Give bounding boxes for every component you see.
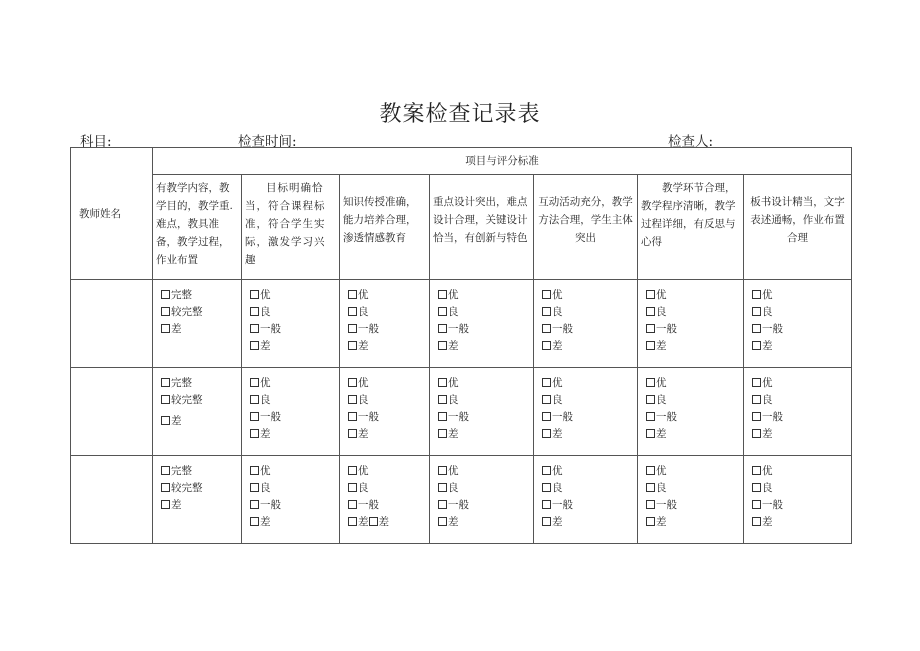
option-good[interactable]: 良 [646, 480, 743, 497]
option-good[interactable]: 良 [646, 392, 743, 409]
checkbox-icon [646, 517, 655, 526]
table-row [71, 456, 852, 544]
inspection-table [70, 147, 852, 544]
rating-options [744, 368, 852, 456]
option-average[interactable]: 一般 [646, 497, 743, 514]
rating-options [534, 368, 638, 456]
table-row [71, 368, 852, 456]
checkbox-icon [250, 290, 259, 299]
option-good[interactable]: 良 [646, 304, 743, 321]
option-excellent[interactable]: 优 [542, 463, 637, 480]
checkbox-icon [348, 517, 357, 526]
rating-options [340, 368, 430, 456]
criteria-2 [242, 175, 340, 280]
checkbox-icon [542, 395, 551, 404]
checkbox-icon [250, 483, 259, 492]
option-good[interactable]: 良 [250, 480, 339, 497]
checkbox-icon [752, 290, 761, 299]
criteria-text: 知识传授准确，能力培养合理，渗透情感教育 [343, 196, 417, 244]
rating-options [534, 456, 638, 544]
checkbox-icon [161, 416, 170, 425]
teacher-name-header: 教师姓名 [71, 148, 153, 280]
criteria-6 [638, 175, 744, 280]
option-poor[interactable]: 差 [542, 338, 637, 355]
checkbox-icon [438, 483, 447, 492]
checkbox-icon [646, 483, 655, 492]
option-poor[interactable]: 差 [348, 338, 429, 355]
option-average[interactable]: 一般 [542, 321, 637, 338]
rating-options [242, 280, 340, 368]
option-mostly-complete[interactable]: 较完整 [161, 480, 241, 497]
option-excellent[interactable]: 优 [348, 287, 429, 304]
option-poor[interactable]: 差 [250, 426, 339, 443]
teacher-name-cell[interactable] [71, 280, 153, 368]
checkbox-icon [646, 307, 655, 316]
option-average[interactable]: 一般 [250, 497, 339, 514]
checkbox-icon [752, 307, 761, 316]
option-excellent[interactable]: 优 [438, 463, 533, 480]
option-average[interactable]: 一般 [348, 497, 429, 514]
rating-options [430, 368, 534, 456]
option-average[interactable]: 一般 [752, 409, 851, 426]
checkbox-icon [369, 517, 378, 526]
checkbox-icon [161, 500, 170, 509]
checkbox-icon [542, 466, 551, 475]
option-excellent[interactable]: 优 [752, 463, 851, 480]
option-good[interactable]: 良 [752, 304, 851, 321]
option-excellent[interactable]: 优 [250, 463, 339, 480]
checkbox-icon [438, 429, 447, 438]
completeness-options [153, 456, 242, 544]
option-good[interactable]: 良 [438, 304, 533, 321]
checkbox-icon [542, 500, 551, 509]
option-average[interactable]: 一般 [752, 321, 851, 338]
option-good[interactable]: 良 [348, 392, 429, 409]
checkbox-icon [646, 290, 655, 299]
option-average[interactable]: 一般 [542, 497, 637, 514]
checkbox-icon [250, 429, 259, 438]
option-complete[interactable]: 完整 [161, 463, 241, 480]
checkbox-icon [250, 324, 259, 333]
rating-options [242, 456, 340, 544]
checkbox-icon [438, 341, 447, 350]
checkbox-icon [438, 324, 447, 333]
checkbox-icon [161, 483, 170, 492]
checkbox-icon [438, 378, 447, 387]
option-good[interactable]: 良 [438, 480, 533, 497]
checkbox-icon [542, 290, 551, 299]
checkbox-icon [348, 324, 357, 333]
rating-options [744, 456, 852, 544]
option-excellent[interactable]: 优 [752, 375, 851, 392]
option-good[interactable]: 良 [542, 392, 637, 409]
option-poor[interactable]: 差 [646, 514, 743, 531]
option-good[interactable]: 良 [752, 392, 851, 409]
completeness-options [153, 280, 242, 368]
rating-options [638, 368, 744, 456]
checkbox-icon [348, 412, 357, 421]
option-good[interactable]: 良 [542, 304, 637, 321]
checkbox-icon [438, 290, 447, 299]
option-average[interactable]: 一般 [438, 497, 533, 514]
table-row [71, 280, 852, 368]
check-time-label: 检查时间: [238, 134, 297, 150]
option-poor[interactable]: 差 [250, 338, 339, 355]
rating-options [340, 456, 430, 544]
criteria-text: 板书设计精当，文字表述通畅，作业布置合理 [750, 196, 845, 244]
option-poor[interactable]: 差 [646, 426, 743, 443]
checkbox-icon [542, 324, 551, 333]
checkbox-icon [542, 341, 551, 350]
checkbox-icon [646, 412, 655, 421]
option-excellent[interactable]: 优 [646, 463, 743, 480]
rating-options [744, 280, 852, 368]
option-good[interactable]: 良 [438, 392, 533, 409]
checkbox-icon [646, 341, 655, 350]
option-poor[interactable]: 差 [161, 497, 241, 514]
option-good[interactable]: 良 [348, 480, 429, 497]
option-poor[interactable]: 差 [752, 426, 851, 443]
checkbox-icon [250, 500, 259, 509]
option-excellent[interactable]: 优 [250, 287, 339, 304]
option-mostly-complete[interactable]: 较完整 [161, 392, 241, 409]
option-excellent[interactable]: 优 [646, 375, 743, 392]
option-poor[interactable]: 差 [646, 338, 743, 355]
option-excellent[interactable]: 优 [542, 287, 637, 304]
option-poor[interactable]: 差 [250, 514, 339, 531]
option-poor[interactable]: 差 [542, 514, 637, 531]
rating-options [534, 280, 638, 368]
checkbox-icon [646, 324, 655, 333]
teacher-name-cell[interactable] [71, 368, 153, 456]
checkbox-icon [752, 324, 761, 333]
checkbox-icon [161, 466, 170, 475]
checkbox-icon [646, 429, 655, 438]
checkbox-icon [752, 378, 761, 387]
subject-label: 科目: [80, 134, 112, 150]
checkbox-icon [752, 429, 761, 438]
checkbox-icon [161, 324, 170, 333]
checkbox-icon [250, 307, 259, 316]
checkbox-icon [752, 483, 761, 492]
option-average[interactable]: 一般 [646, 409, 743, 426]
option-average[interactable]: 一般 [348, 409, 429, 426]
checkbox-icon [250, 412, 259, 421]
option-poor[interactable]: 差 [752, 514, 851, 531]
rating-options [340, 280, 430, 368]
option-complete[interactable]: 完整 [161, 375, 241, 392]
option-good[interactable]: 良 [250, 392, 339, 409]
option-poor[interactable]: 差 [438, 514, 533, 531]
checkbox-icon [348, 290, 357, 299]
option-average[interactable]: 一般 [348, 321, 429, 338]
criteria-text: 互动活动充分，教学方法合理，学生主体突出 [538, 196, 633, 244]
document-title: 教案检查记录表 [379, 102, 541, 127]
checkbox-icon [438, 395, 447, 404]
option-excellent[interactable]: 优 [348, 375, 429, 392]
option-excellent[interactable]: 优 [752, 287, 851, 304]
option-good[interactable]: 良 [752, 480, 851, 497]
criteria-5 [534, 175, 638, 280]
checkbox-icon [542, 378, 551, 387]
option-poor[interactable]: 差 [161, 413, 241, 430]
option-average[interactable]: 一般 [752, 497, 851, 514]
checkbox-icon [161, 395, 170, 404]
option-average[interactable]: 一般 [438, 409, 533, 426]
checkbox-icon [438, 500, 447, 509]
option-excellent[interactable]: 优 [542, 375, 637, 392]
criteria-text: 有教学内容，教学目的，教学重.难点，教具准备，教学过程，作业布置 [156, 182, 233, 266]
option-average[interactable]: 一般 [250, 409, 339, 426]
option-average[interactable]: 一般 [646, 321, 743, 338]
checkbox-icon [348, 483, 357, 492]
rating-options [430, 280, 534, 368]
criteria-4 [430, 175, 534, 280]
checkbox-icon [438, 412, 447, 421]
checkbox-icon [438, 466, 447, 475]
checkbox-icon [752, 500, 761, 509]
option-poor[interactable]: 差 [161, 321, 241, 338]
criteria-text: 目标明确恰当，符合课程标准，符合学生实际，激发学习兴趣 [245, 182, 326, 266]
option-good[interactable]: 良 [542, 480, 637, 497]
option-poor[interactable]: 差 [438, 338, 533, 355]
checkbox-icon [348, 429, 357, 438]
checkbox-icon [161, 378, 170, 387]
checkbox-icon [161, 290, 170, 299]
option-excellent[interactable]: 优 [438, 287, 533, 304]
option-average[interactable]: 一般 [542, 409, 637, 426]
checkbox-icon [542, 307, 551, 316]
checkbox-icon [646, 378, 655, 387]
option-mostly-complete[interactable]: 较完整 [161, 304, 241, 321]
option-poor[interactable]: 差 [752, 338, 851, 355]
checkbox-icon [752, 395, 761, 404]
checkbox-icon [250, 517, 259, 526]
option-complete[interactable]: 完整 [161, 287, 241, 304]
criteria-7 [744, 175, 852, 280]
rating-options [638, 456, 744, 544]
option-poor[interactable]: 差 [542, 426, 637, 443]
checkbox-icon [348, 341, 357, 350]
checkbox-icon [348, 378, 357, 387]
criteria-text: 重点设计突出，难点设计合理，关键设计恰当，有创新与特色 [433, 196, 528, 244]
checkbox-icon [438, 517, 447, 526]
checkbox-icon [646, 500, 655, 509]
checkbox-icon [161, 307, 170, 316]
checkbox-icon [646, 395, 655, 404]
option-good[interactable]: 良 [348, 304, 429, 321]
checkbox-icon [250, 466, 259, 475]
option-poor[interactable]: 差 [348, 426, 429, 443]
checkbox-icon [646, 466, 655, 475]
checkbox-icon [348, 466, 357, 475]
rating-options [430, 456, 534, 544]
completeness-options [153, 368, 242, 456]
option-average[interactable]: 一般 [438, 321, 533, 338]
option-excellent[interactable]: 优 [250, 375, 339, 392]
checkbox-icon [752, 341, 761, 350]
checkbox-icon [348, 395, 357, 404]
checkbox-icon [542, 517, 551, 526]
checkbox-icon [250, 341, 259, 350]
checkbox-icon [542, 412, 551, 421]
rating-options [638, 280, 744, 368]
checkbox-icon [438, 307, 447, 316]
rating-options [242, 368, 340, 456]
checkbox-icon [752, 412, 761, 421]
checkbox-icon [348, 500, 357, 509]
project-criteria-header: 项目与评分标准 [153, 148, 852, 175]
criteria-text: 教学环节合理，教学程序清晰，教学过程详细，有反思与心得 [641, 182, 736, 248]
option-poor-duplicate[interactable]: 差 差 [348, 514, 429, 531]
teacher-name-cell[interactable] [71, 456, 153, 544]
criteria-1 [153, 175, 242, 280]
checkbox-icon [348, 307, 357, 316]
option-excellent[interactable]: 优 [646, 287, 743, 304]
option-excellent[interactable]: 优 [348, 463, 429, 480]
option-poor[interactable]: 差 [438, 426, 533, 443]
checkbox-icon [250, 378, 259, 387]
checker-label: 检查人: [668, 134, 714, 150]
checkbox-icon [542, 483, 551, 492]
option-average[interactable]: 一般 [250, 321, 339, 338]
criteria-3 [340, 175, 430, 280]
checkbox-icon [250, 395, 259, 404]
checkbox-icon [752, 517, 761, 526]
checkbox-icon [752, 466, 761, 475]
option-good[interactable]: 良 [250, 304, 339, 321]
option-excellent[interactable]: 优 [438, 375, 533, 392]
checkbox-icon [542, 429, 551, 438]
